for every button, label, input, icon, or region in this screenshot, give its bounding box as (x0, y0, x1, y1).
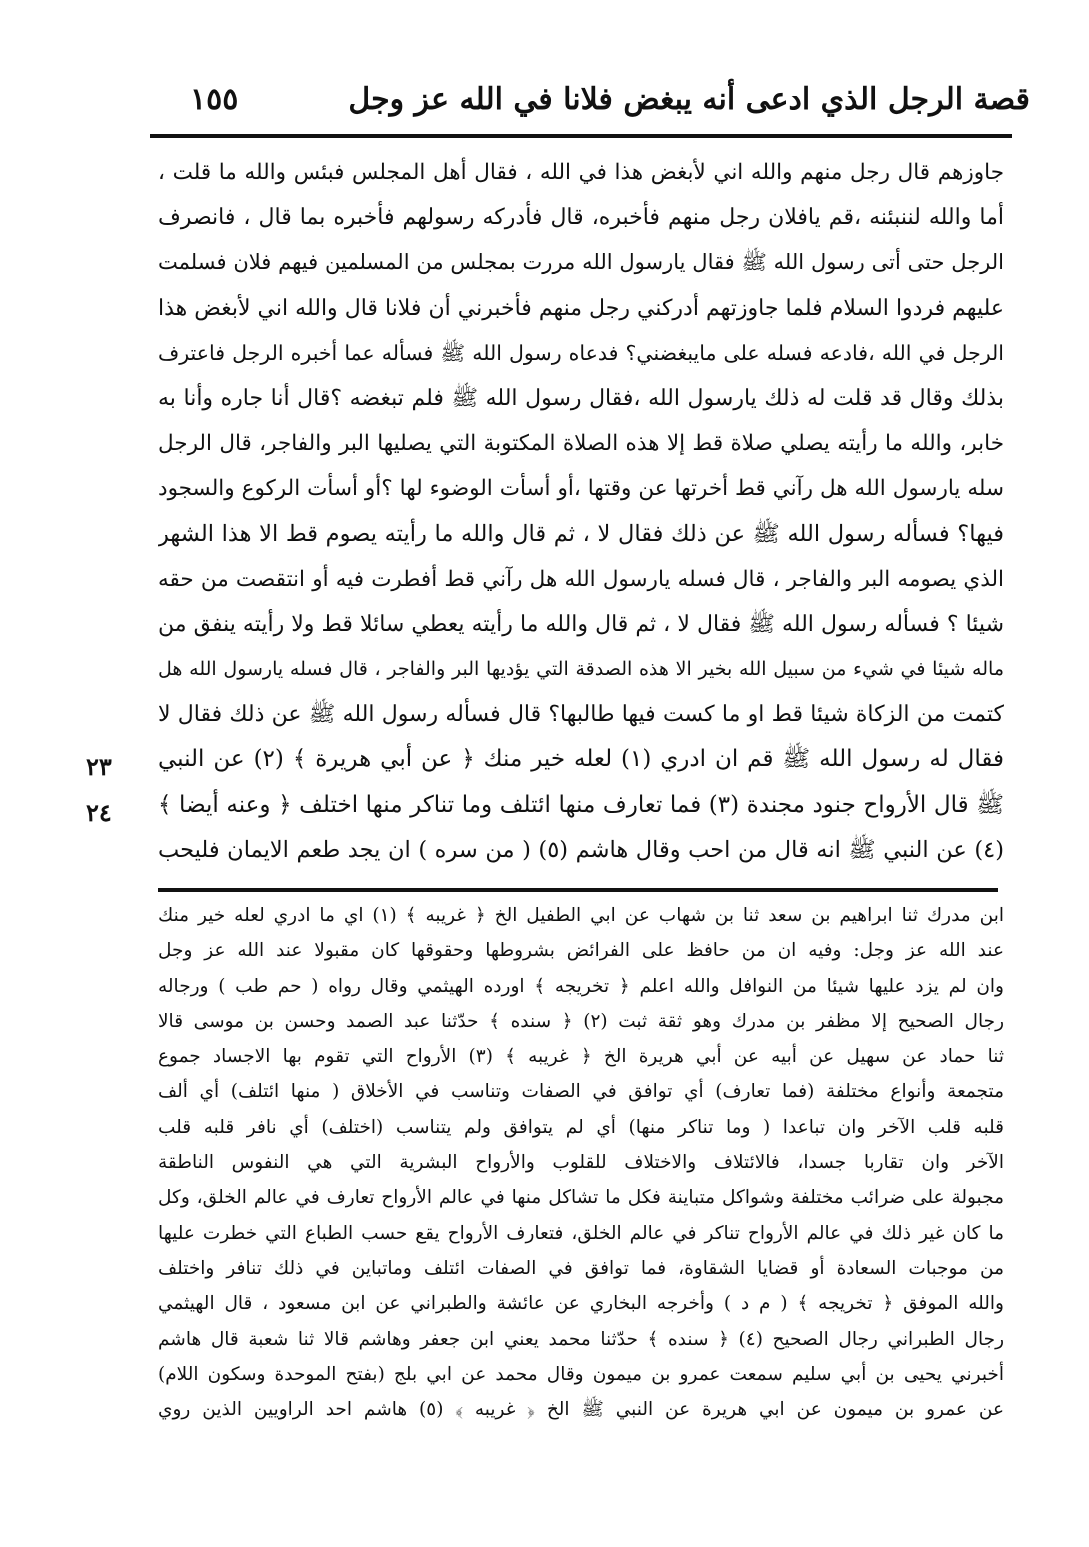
note-line: رجال الصحيح إلا مظفر بن مدرك وهو ثقة ثبت (٢) ﴿ سنده ﴾ حدّثنا عبد الصمد وحسن بن موسى قالا (158, 1010, 1004, 1032)
text-line: ﷺ قال الأرواح جنود مجندة (٣) فما تعارف منها ائتلف وما تناكر منها اختلف ﴿ وعنه أيضا ﴾ (158, 791, 1004, 818)
text-line: ماله شيئا في شيء من سبيل الله بخير الا هذه الصدقة التي يؤديها البر والفاجر ، قال فسله يارسول الله هل (158, 658, 1004, 681)
text-line: جاوزهم قال رجل منهم والله اني لأبغض هذا في الله ، فقال أهل المجلس فبئس والله ما قلت ، (158, 160, 1004, 185)
note-line: ما كان غير ذلك في عالم الأرواح تناكر في عالم الخلق، فتعارف الأرواح يقع حسب الطباع التي خطرت عليها (158, 1222, 1004, 1244)
text-line: سله يارسول الله هل رآني قط أخرتها عن وقتها ،أو أسأت الوضوء لها ؟أو أسأت الركوع والسجود (158, 476, 1004, 502)
text-line: الرجل حتى أتى رسول الله ﷺ فقال يارسول الله مررت بمجلس من المسلمين فيهم فلان فسلمت (158, 250, 1004, 275)
note-line: وان لم يزد عليها شيئا من النوافل والله اعلم ﴿ تخريجه ﴾ اورده الهيثمي وقال رواه ( حم طب ) ورجاله (158, 975, 1004, 997)
note-line: رجال الطبراني رجال الصحيح (٤) ﴿ سنده ﴾ حدّثنا محمد يعني ابن جعفر وهاشم قالا ثنا شعبة قال هاشم (158, 1328, 1004, 1350)
note-line: مجبولة على ضرائب مختلفة وشواكل متباينة فكل ما تشاكل منها في عالم الأرواح تعارف في عالم الخلق، وكل (158, 1187, 1004, 1209)
text-line: الذي يصومه البر والفاجر ، قال فسله يارسول الله هل رآني قط أفطرت فيه أو انتقصت من حقه (158, 566, 1004, 592)
commentary-text (158, 898, 1004, 1427)
footnote-divider (158, 888, 998, 892)
page-header (150, 70, 1030, 140)
note-line: والله الموفق ﴿ تخريجه ﴾ ( م د ) وأخرجه البخاري عن عائشة والطبراني عن ابن مسعود ، قال الهيثمي (158, 1293, 1004, 1315)
text-line: خابر، والله ما رأيته يصلي صلاة قط إلا هذه الصلاة المكتوبة التي يصليها البر والفاجر، قال الرجل (158, 431, 1004, 457)
page-number: ١٥٥ (190, 82, 239, 117)
main-text (158, 150, 1004, 873)
note-line: الآخر وان تقاربا جسدا، فالائتلاف والاختلاف للقلوب والأرواح البشرية التي هي النفوس الناطقة (158, 1152, 1004, 1174)
note-line: ابن مدرك ثنا ابراهيم بن سعد ثنا بن شهاب عن ابي الطفيل الخ ﴿ غريبه ﴾ (١) اي ما ادري لعله خير منك (158, 905, 1004, 926)
note-line: أخبرني يحيى بن أبي سليم سمعت عمرو بن ميمون وقال محمد عن ابي بلج (بفتح الموحدة وسكون اللام) (158, 1363, 1004, 1385)
header-divider (150, 134, 1012, 138)
note-line: عن عمرو بن ميمون عن ابي هريرة عن النبي ﷺ الخ ﴿ غريبه ﴾ (٥) هاشم احد الراويين الذين روي (158, 1399, 1004, 1421)
text-line: أما والله لننبئنه ،قم يافلان رجل منهم فأخبره، قال فأدركه رسولهم فأخبره بما قال ، فانصرف (158, 205, 1004, 231)
note-line: قلبه قلب الآخر وان تباعدا ( وما تناكر منها) أي لم يتوافق ولم يتناسب (اختلف) أي نافر قلبه قلب (158, 1116, 1004, 1138)
text-line: شيئا ؟ فسأله رسول الله ﷺ فقال لا ، ثم قال والله ما رأيته يعطي سائلا قط ولا رأيته ينفق من (158, 611, 1004, 637)
note-line: من موجبات السعادة أو قضايا الشقاوة، فما توافق في الصفات ائتلف وماتباين في ذلك تنافر واختلف (158, 1257, 1004, 1279)
text-line: عليهم فردوا السلام فلما جاوزتهم أدركني رجل منهم فأخبرني أن فلانا قال والله اني لأبغض هذا (158, 295, 1004, 321)
note-line: عند الله عز وجل: وفيه ان من حافظ على الفرائض بشروطها وحقوقها كان مقبولا عند الله عز وجل (158, 940, 1004, 962)
text-line: بذلك وقال قد قلت له ذلك يارسول الله ،فقال رسول الله ﷺ فلم تبغضه ؟قال أنا جاره وأنا به (158, 385, 1004, 411)
running-title: قصة الرجل الذي ادعى أنه يبغض فلانا في الله عز وجل (348, 82, 1030, 117)
note-line: ثنا حماد عن سهيل عن أبيه عن أبي هريرة الخ ﴿ غريبه ﴾ (٣) الأرواح التي تقوم بها الاجساد جموع (158, 1046, 1004, 1068)
note-line: متجمعة وأنواع مختلفة (فما تعارف) أي توافق في الصفات وتناسب في الأخلاق ( منها ائتلف) أي ألف (158, 1081, 1004, 1103)
text-line: فيها؟ فسأله رسول الله ﷺ عن ذلك فقال لا ، ثم قال والله ما رأيته يصوم قط الا هذا الشهر (158, 520, 1004, 547)
text-line: كتمت من الزكاة شيئا قط او ما كست فيها طالبها؟ قال فسأله رسول الله ﷺ عن ذلك فقال لا (158, 702, 1004, 728)
text-line: (٤) عن النبي ﷺ انه قال من احب وقال هاشم (٥) ( من سره ) ان يجد طعم الايمان فليحب (158, 836, 1004, 863)
text-line: الرجل في الله ،فادعه فسله على مايبغضني؟ فدعاه رسول الله ﷺ فسأله عما أخبره الرجل فاعترف (158, 340, 1004, 365)
text-line: فقال له رسول الله ﷺ قم ان ادري (١) لعله خير منك ﴿ عن أبي هريرة ﴾ (٢) عن النبي (158, 746, 1004, 773)
hadith-number-margin: ٢٤ (86, 798, 112, 827)
hadith-number-margin: ٢٣ (86, 752, 112, 781)
